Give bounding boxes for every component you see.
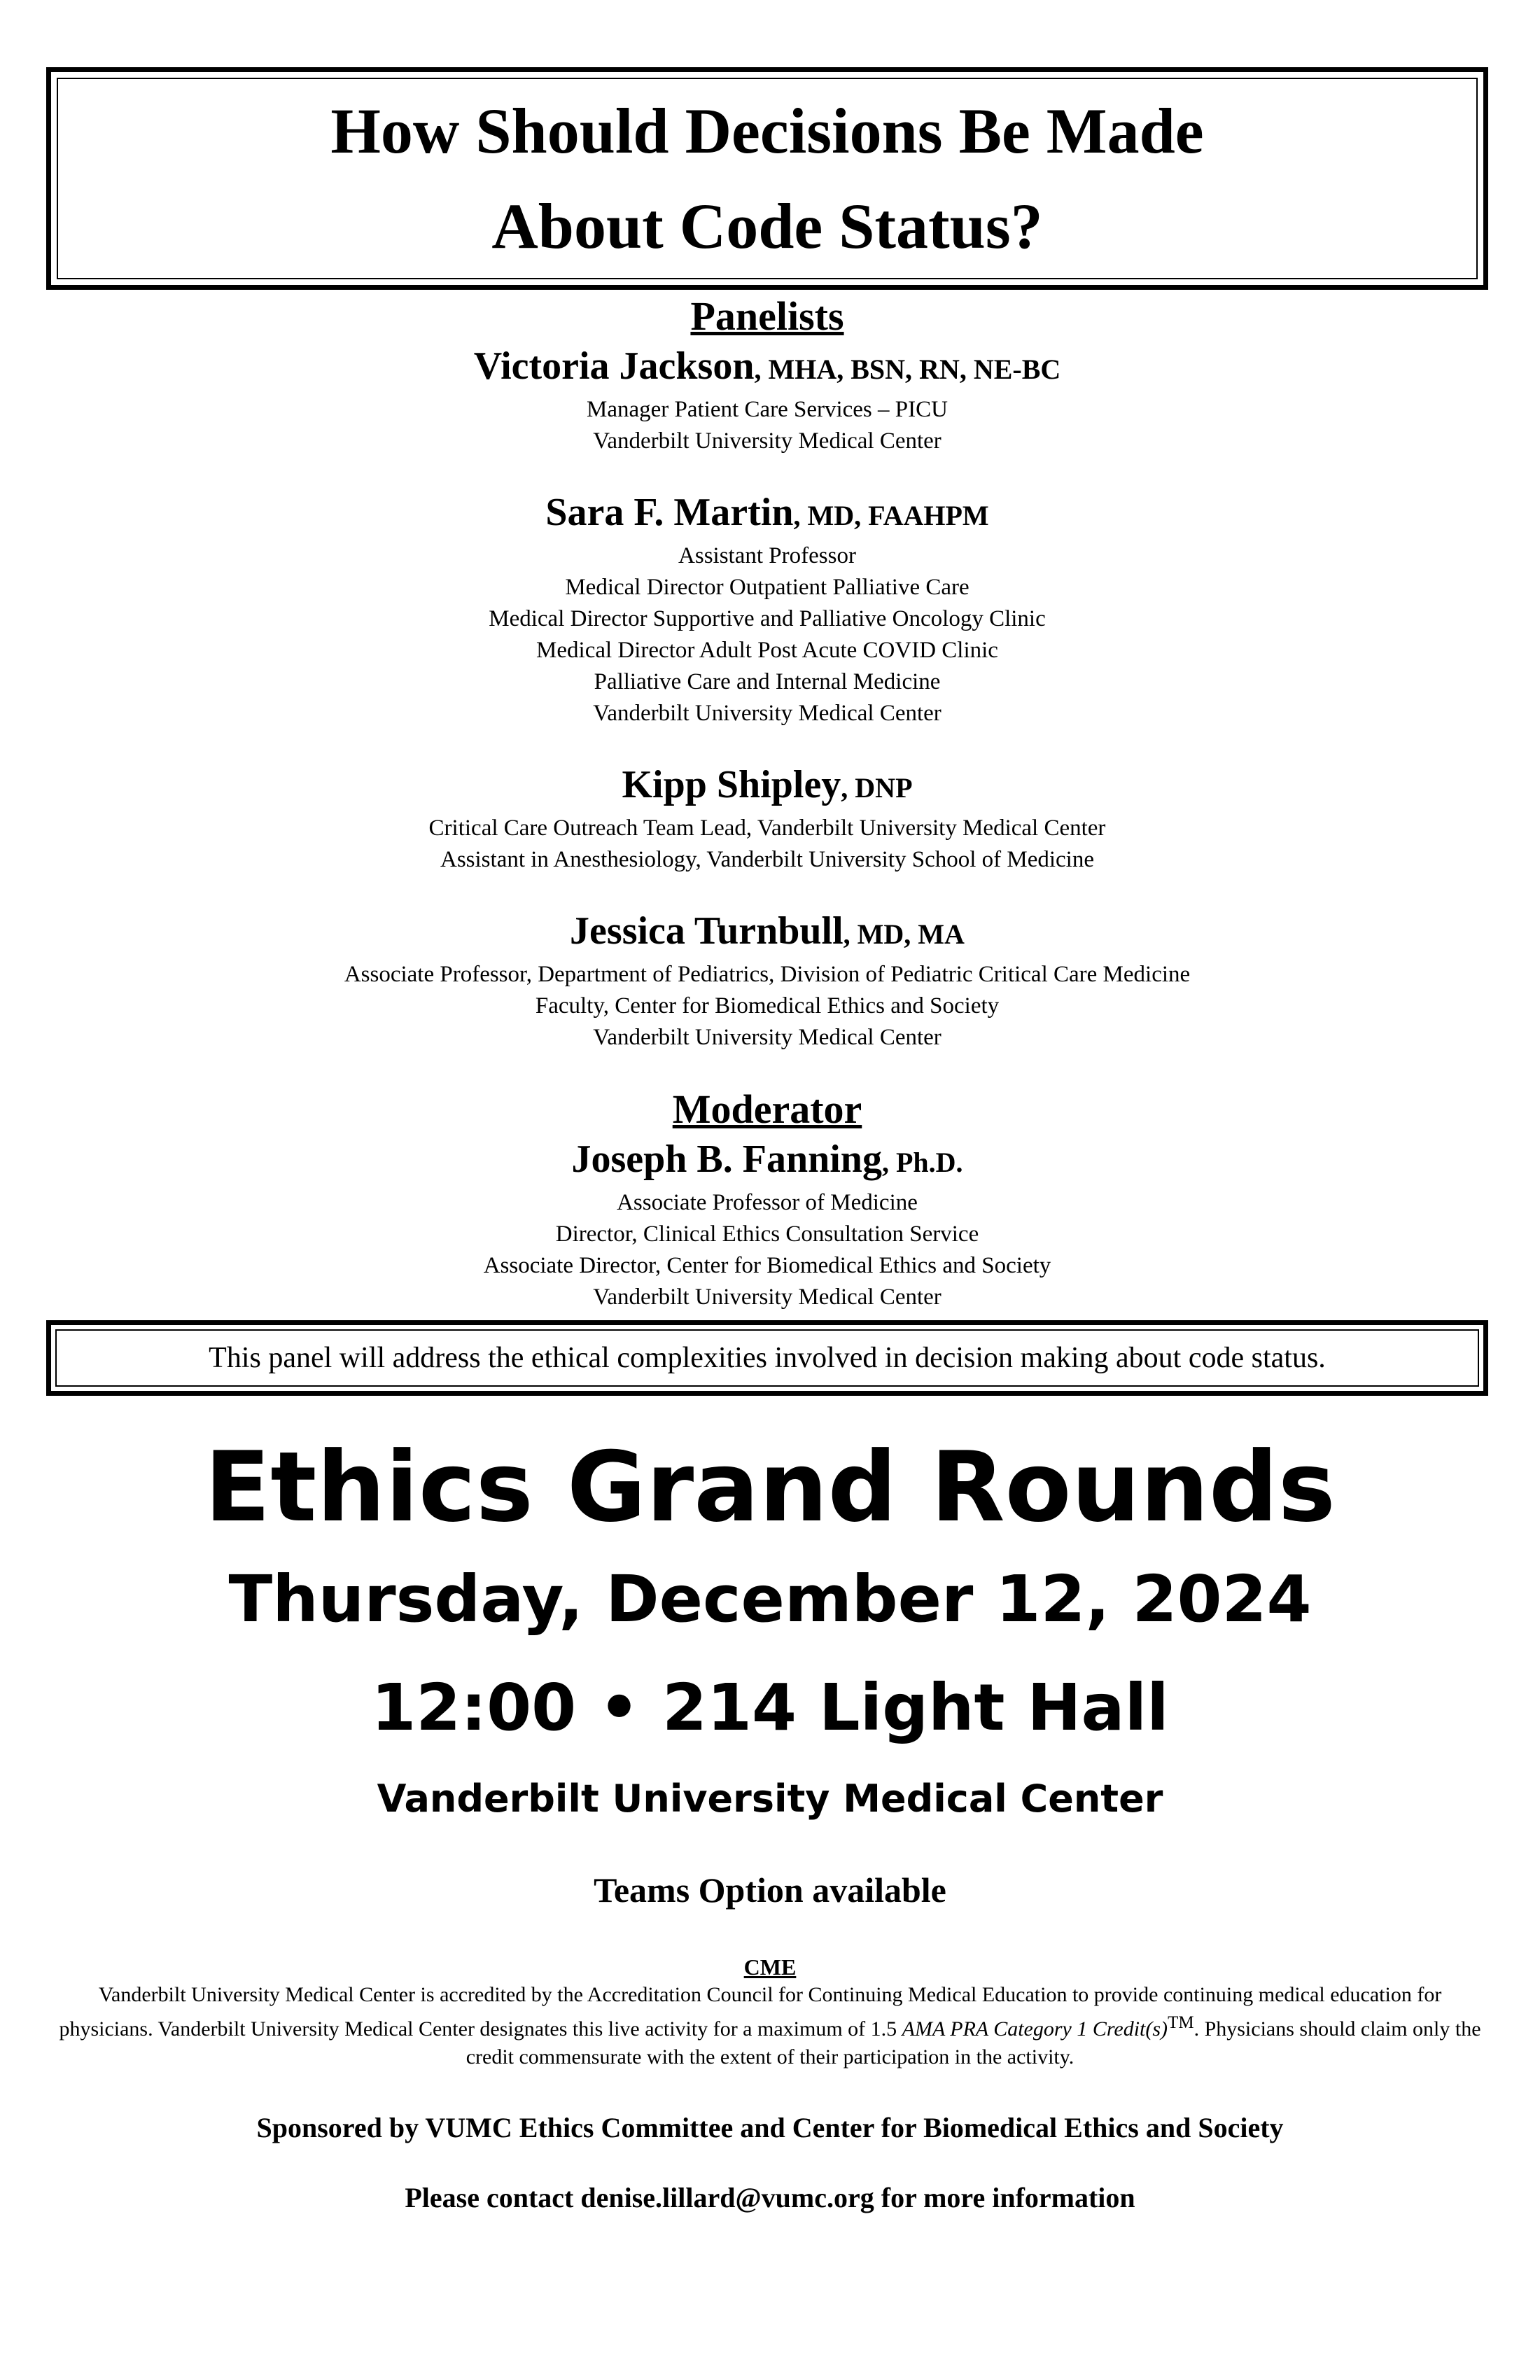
title-line-1: How Should Decisions Be Made (330, 95, 1204, 167)
panelist-title-line: Associate Professor, Department of Pediatrics, Division of Pediatric Critical Care Medicine (344, 962, 1191, 987)
panelist (46, 342, 1488, 457)
panelist-title-line: Medical Director Supportive and Palliative Oncology Clinic (489, 606, 1046, 631)
cme-heading: CME (743, 1954, 797, 1980)
panel-section (46, 291, 1488, 1344)
panelist-title-line: Assistant Professor (678, 543, 856, 568)
panelist (46, 488, 1488, 729)
panelist-title-line: Faculty, Center for Biomedical Ethics and Society (535, 993, 1000, 1018)
panelist-credentials: , MD, MA (843, 918, 965, 950)
cme-text (56, 1981, 1484, 2071)
panelist-title-line: Medical Director Adult Post Acute COVID Clinic (536, 638, 998, 663)
moderator-title-line: Associate Professor of Medicine (617, 1190, 918, 1215)
panelist-name: Jessica Turnbull (570, 909, 844, 953)
panelist-credentials: , MD, FAAHPM (793, 500, 989, 531)
panelist-title-line: Assistant in Anesthesiology, Vanderbilt University School of Medicine (440, 847, 1094, 872)
moderator-heading: Moderator (672, 1086, 862, 1132)
contact-line: Please contact denise.lillard@vumc.org for more information (405, 2182, 1135, 2213)
panelist-title-line: Palliative Care and Internal Medicine (594, 669, 941, 694)
panelist-title-line: Critical Care Outreach Team Lead, Vanderbilt University Medical Center (428, 816, 1106, 841)
panelist-name: Kipp Shipley (622, 763, 841, 806)
title-box (46, 67, 1488, 290)
cme-text-part1: Vanderbilt University Medical Center is accredited by the Accreditation Council for Continuing Medical Education to provide continuing medical education for physicians. Vanderbilt University Medical Center designates this live activity for a maximum of 1.5 (59, 1983, 1442, 2040)
panelist-title-line: Vanderbilt University Medical Center (593, 701, 941, 726)
summary-box (46, 1320, 1488, 1396)
cme-block (56, 1953, 1484, 2071)
sponsor-line: Sponsored by VUMC Ethics Committee and Center for Biomedical Ethics and Society (256, 2112, 1284, 2143)
moderator (46, 1135, 1488, 1313)
panelists-heading: Panelists (690, 293, 844, 339)
panelist-credentials: , MHA, BSN, RN, NE-BC (754, 354, 1061, 385)
panelist (46, 906, 1488, 1054)
title-line-2: About Code Status? (491, 190, 1043, 262)
teams-option: Teams Option available (594, 1870, 946, 1910)
panelist-title-line: Vanderbilt University Medical Center (593, 1025, 941, 1050)
cme-text-part2: . Physicians should claim only the credit commensurate with the extent of their participation in the activity. (465, 2017, 1481, 2068)
panelist-credentials: , DNP (841, 772, 913, 804)
event-venue: Vanderbilt University Medical Center (377, 1777, 1163, 1821)
panelist-name: Sara F. Martin (545, 491, 794, 534)
moderator-title-line: Associate Director, Center for Biomedical Ethics and Society (483, 1253, 1051, 1278)
event-time-location: 12:00 • 214 Light Hall (371, 1670, 1169, 1745)
panelist (46, 760, 1488, 876)
moderator-credentials: , Ph.D. (881, 1147, 963, 1178)
moderator-title-line: Director, Clinical Ethics Consultation Service (555, 1222, 979, 1247)
event-date: Thursday, December 12, 2024 (228, 1562, 1312, 1637)
panelist-name: Victoria Jackson (473, 344, 755, 388)
summary-text: This panel will address the ethical complexities involved in decision making about code status. (55, 1329, 1479, 1387)
cme-credit-designation: AMA PRA Category 1 Credit(s) (902, 2017, 1168, 2040)
moderator-title-line: Vanderbilt University Medical Center (593, 1284, 941, 1310)
panelist-title-line: Manager Patient Care Services – PICU (587, 397, 948, 422)
title-box-inner (57, 78, 1478, 279)
moderator-name: Joseph B. Fanning (571, 1138, 882, 1181)
event-title: Ethics Grand Rounds (204, 1431, 1336, 1544)
panelist-title-line: Medical Director Outpatient Palliative Care (565, 575, 969, 600)
cme-trademark: TM (1168, 2013, 1194, 2032)
panelist-title-line: Vanderbilt University Medical Center (593, 428, 941, 454)
